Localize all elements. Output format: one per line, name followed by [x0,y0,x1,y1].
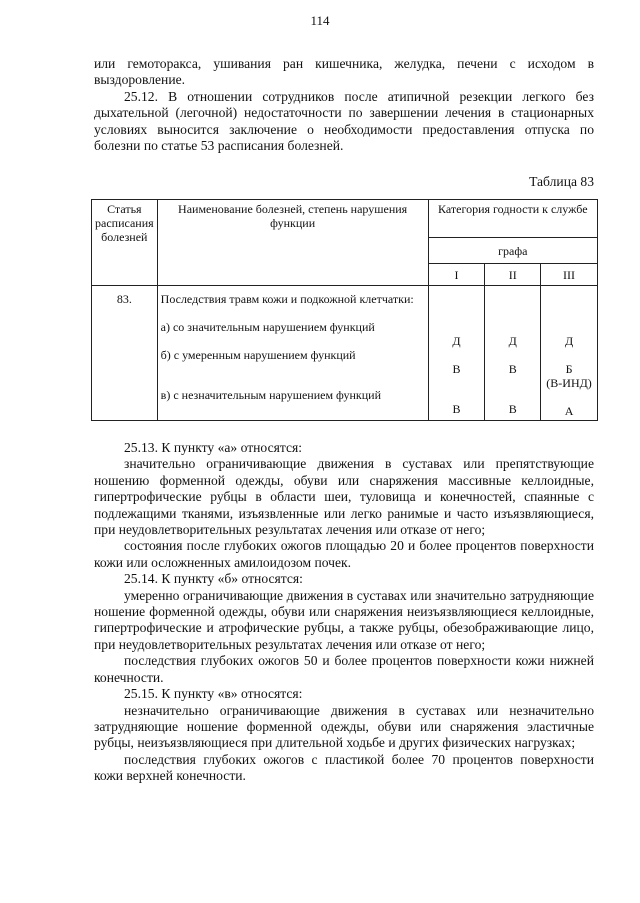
intro-text [94,56,594,154]
row-article: 83. [92,286,158,421]
paragraph-25-14-a: умеренно ограничивающие движения в суставах или значительно затрудняющие ношение форменной одежды, обуви или снаряжения неизъязвляющиеся келлоидные, гипертрофические и атрофические рубцы, а также рубцы, обезображивающие лицо, при неудовлетворительных результатах лечения или отказе от него; [94,587,594,652]
item-a-c1: Д [452,334,461,348]
item-c-c1: В [452,402,461,416]
paragraph-25-14-b: последствия глубоких ожогов 50 и более процентов поверхности кожи нижней конечности. [94,653,594,685]
item-c-c3: А [564,404,574,418]
header-disease: Наименование болезней, степень нарушения функции [157,200,428,286]
item-c-label: в) с незначительным нарушением функций [160,388,382,402]
col-2-values [485,286,541,421]
paragraph-25-15: 25.15. К пункту «в» относятся: [124,686,303,702]
header-grafa: графа [428,238,597,264]
table-83 [91,199,598,421]
paragraph-25-13: 25.13. К пункту «а» относятся: [124,440,303,455]
intro-paragraph: или гемоторакса, ушивания ран кишечника, желудка, печени с исходом в выздоровление. [94,56,594,88]
item-b-c3-note: (В-ИНД) [546,376,592,390]
header-col-1: I [428,264,485,286]
paragraph-25-13-a: значительно ограничивающие движения в суставах или препятствующие ношению форменной одежды, обуви или снаряжения массивные келлоидные, гипертрофические рубцы в области шеи, туловища и конечностей, спаянные с подлежащими тканями, изъязвленные или легко ранимые и часто изъязвляющиеся, при неудовлетворительных результатах лечения или отказе от него; [94,456,594,538]
item-c-c2: В [508,402,517,416]
header-col-3: III [541,264,598,286]
page-number: 114 [310,13,330,28]
row-title: Последствия травм кожи и подкожной клетчатки: [160,292,414,306]
body-text [94,440,594,785]
item-b-c3: Б [565,362,573,376]
row-disease [157,286,428,421]
paragraph-25-14: 25.14. К пункту «б» относятся: [124,571,303,587]
item-a-c3: Д [564,334,574,348]
item-b-c1: В [452,362,461,376]
item-b-label: б) с умеренным нарушением функций [160,348,356,362]
table-caption: Таблица 83 [529,174,594,189]
header-col-2: II [485,264,541,286]
paragraph-25-15-a: незначительно ограничивающие движения в суставах или незначительно затрудняющие ношение форменной одежды, обуви или снаряжения эластичные рубцы, неизъязвляющиеся при длительной ходьбе и других физических нагрузках; [94,702,594,751]
col-1-values [428,286,485,421]
paragraph-25-12: 25.12. В отношении сотрудников после атипичной резекции легкого без дыхательной (легочной) недостаточности по завершении лечения в стационарных условиях выносится заключение о необходимости предоставления отпуска по болезни по статье 53 расписания болезней. [94,88,594,154]
item-a-label: а) со значительным нарушением функций [160,320,375,334]
header-category: Категория годности к службе [428,200,597,238]
paragraph-25-15-b: последствия глубоких ожогов с пластикой более 70 процентов поверхности кожи верхней конечности. [94,751,594,784]
col-3-values [541,286,598,421]
paragraph-25-13-b: состояния после глубоких ожогов площадью 20 и более процентов поверхности кожи или осложненных амилоидозом почек. [94,538,594,570]
item-a-c2: Д [508,334,517,348]
item-b-c2: В [508,362,517,376]
header-article: Статья расписания болезней [92,200,158,286]
table-row [92,286,598,421]
